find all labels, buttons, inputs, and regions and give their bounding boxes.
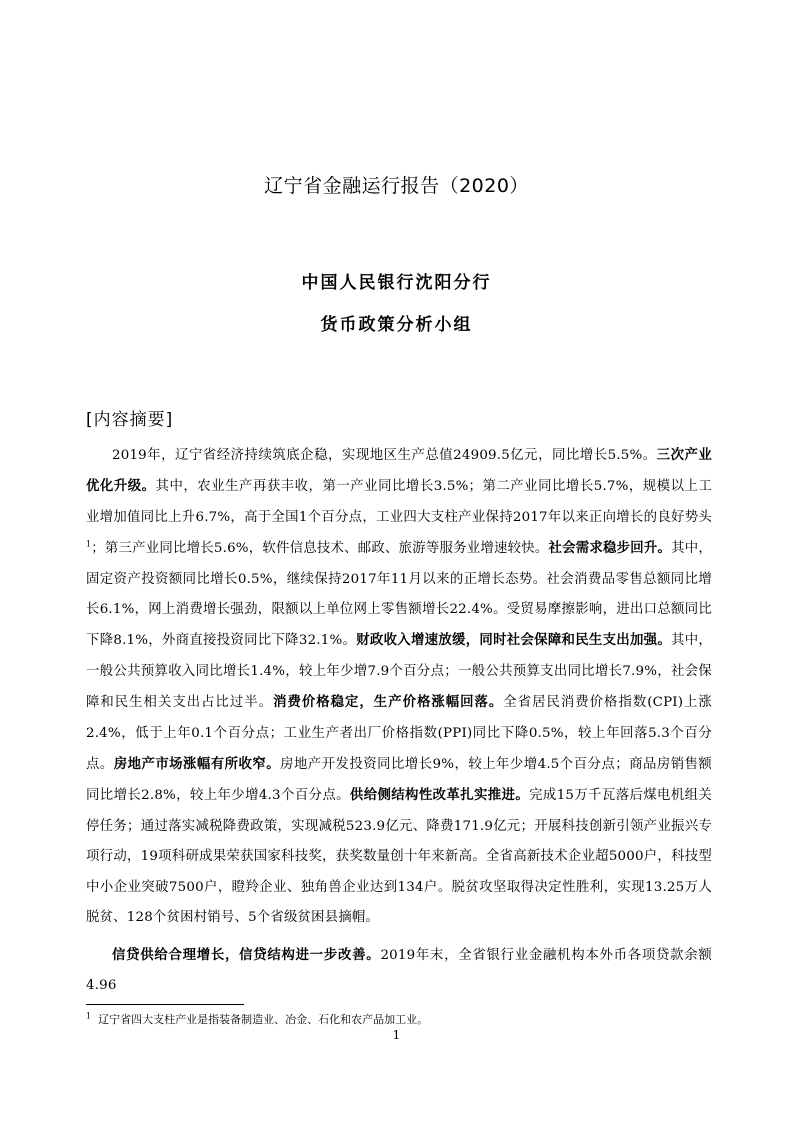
text-run: ；第三产业同比增长5.6%，软件信息技术、邮政、旅游等服务业增速较快。: [91, 541, 549, 557]
key-point-prices: 消费价格稳定，生产价格涨幅回落。: [273, 694, 504, 711]
text-run: 2019年末，全省银行业金融机构本外币各项贷款余额4.96: [86, 948, 712, 994]
section-heading-abstract: [内容摘要]: [86, 410, 174, 430]
key-point-fiscal: 财政收入增速放缓，同时社会保障和民生支出加强。: [356, 632, 672, 649]
footnote: [86, 1011, 428, 1027]
text-run: 完成15万千瓦落后煤电机组关停任务；通过落实减税降费政策，实现减税523.9亿元、降费171.9亿元；开展科技创新引领产业振兴专项行动，19项科研成果荣获国家科技奖，获奖数量创十年来新高。全省高新技术企业超5000户，科技型中小企业突破7500户，瞪羚企业、独角兽企业达到134户。脱贫攻坚取得决定性胜利，实现13.25万人脱贫、128个贫困村销号、5个省级贫困县摘帽。: [86, 788, 712, 926]
key-point-industry: 三次产业优化升级。: [86, 447, 712, 495]
key-point-real-estate: 房地产市场涨幅有所收窄。: [113, 756, 281, 773]
document-title: 辽宁省金融运行报告（2020）: [264, 175, 529, 197]
author-organization: 中国人民银行沈阳分行: [301, 273, 492, 293]
abstract-paragraph-1: [86, 440, 712, 934]
text-run: 房地产开发投资同比增长9%，较上年少增4.5个百分点；商品房销售额同比增长2.8%，较上年少增4.3个百分点。: [86, 757, 713, 804]
footnote-mark: 1: [86, 1011, 92, 1021]
footnote-reference: 1: [86, 539, 92, 549]
abstract-paragraph-2: [86, 940, 712, 1002]
text-run: 其中，一般公共预算收入同比增长1.4%，较上年少增7.9个百分点；一般公共预算支出同比增长7.9%，社会保障和民生相关支出占比过半。: [86, 633, 712, 711]
key-point-credit: 信贷供给合理增长，信贷结构进一步改善。: [112, 947, 381, 963]
key-point-supply-side: 供给侧结构性改革扎实推进。: [349, 787, 530, 804]
text-run: 其中，农业生产再获丰收，第一产业同比增长3.5%；第二产业同比增长5.7%，规模以上工业增加值同比上升6.7%，高于全国1个百分点，工业四大支柱产业保持2017年以来正向增长的良好势头: [86, 479, 712, 525]
text-run: 全省居民消费价格指数(CPI)上涨2.4%，低于上年0.1个百分点；工业生产者出厂价格指数(PPI)同比下降0.5%，较上年回落5.3个百分点。: [86, 695, 712, 773]
footnote-text: 辽宁省四大支柱产业是指装备制造业、冶金、石化和农产品加工业。: [98, 1013, 429, 1026]
key-point-demand: 社会需求稳步回升。: [548, 540, 672, 557]
text-run: 2019年，辽宁省经济持续筑底企稳，实现地区生产总值24909.5亿元，同比增长5.5%。: [112, 448, 657, 463]
page-number: 1: [392, 1028, 401, 1042]
footnote-divider: [86, 1004, 244, 1005]
author-group: 货币政策分析小组: [320, 315, 473, 335]
text-run: 其中，固定资产投资额同比增长0.5%，继续保持2017年11月以来的正增长态势。社会消费品零售总额同比增长6.1%，网上消费增长强劲，限额以上单位网上零售额增长22.4%。受贸易摩擦影响，进出口总额同比下降8.1%，外商直接投资同比下降32.1%。: [86, 541, 712, 649]
